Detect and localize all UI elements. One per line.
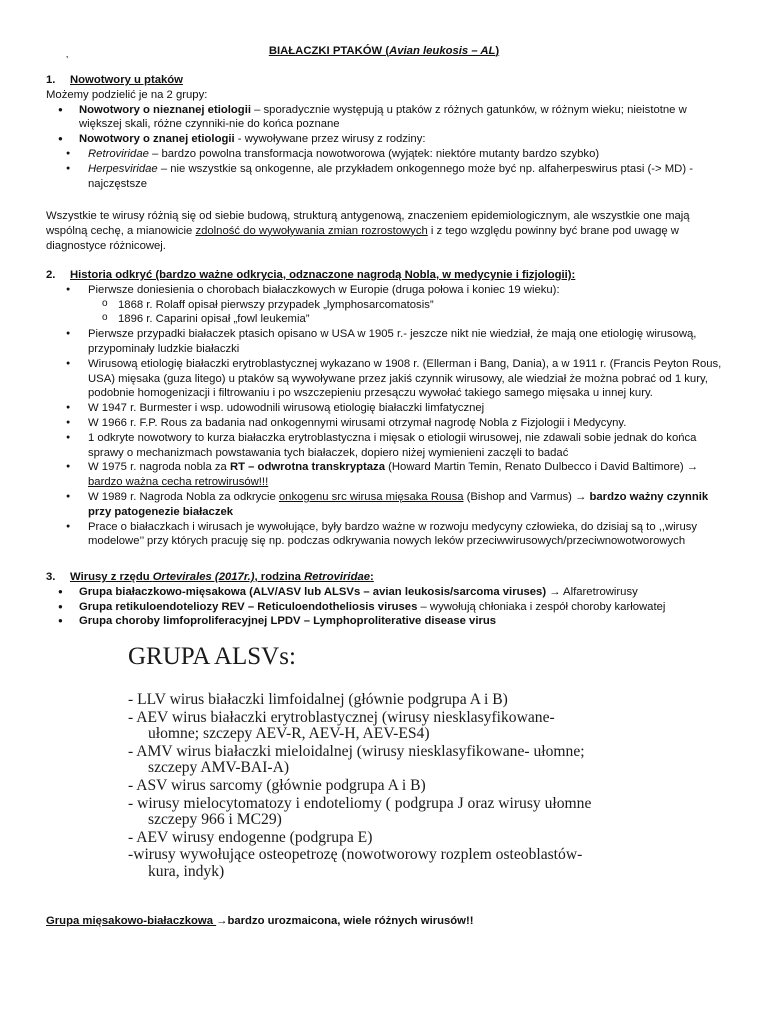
section-3-heading: 3. Wirusy z rzędu Ortevirales (2017r.), rodzina Retroviridae: xyxy=(46,571,374,583)
alsv-line: - AMV wirus białaczki mieloidalnej (wirusy niesklasyfikowane- ułomne; xyxy=(128,742,585,760)
section-1-heading: 1. Nowotwory u ptaków xyxy=(46,74,183,86)
list-item: ● W 1966 r. F.P. Rous za badania nad onkogennymi wirusami otrzymał nagrodę Nobla z Fizjologii i Medycyny. xyxy=(46,416,726,431)
alsv-line: ułomne; szczepy AEV-R, AEV-H, AEV-ES4) xyxy=(148,725,430,743)
arrow-right-icon: → xyxy=(686,461,699,474)
list-item: ● W 1947 r. Burmester i wsp. udowodnili wirusową etiologię białaczki limfatycznej xyxy=(46,401,726,416)
document-title: BIAŁACZKI PTAKÓW (Avian leukosis – AL) xyxy=(268,45,500,57)
list-item: ● Grupa białaczkowo-mięsakowa (ALV/ASV lub ALSVs – avian leukosis/sarcoma viruses) → Alfaretrowirusy xyxy=(46,585,726,600)
alsv-heading: GRUPA ALSVs: xyxy=(128,643,296,670)
arrow-right-icon: → xyxy=(216,915,228,927)
list-item: o 1896 r. Caparini opisał „fowl leukemia” xyxy=(46,312,726,327)
list-item: ● Grupa choroby limfoproliferacyjnej LPDV – Lymphoproliterative disease virus xyxy=(46,614,726,629)
alsv-line: - ASV wirus sarcomy (głównie podgrupa A i B) xyxy=(128,776,426,794)
section-1-paragraph: Wszystkie te wirusy różnią się od siebie budową, strukturą antygenową, znaczeniem epidemiologicznym, ale wszystkie one mają wspólną cechę, a mianowicie zdolność do wywoływania zmian rozrostowych i z tego względu powinny być brane pod uwagę w diagnostyce różnicowej. xyxy=(46,210,690,252)
section-3 xyxy=(46,570,726,629)
section-2-heading: 2. Historia odkryć (bardzo ważne odkrycia, odznaczone nagrodą Nobla, w medycynie i fizjologii): xyxy=(46,269,576,281)
list-item: ● W 1975 r. nagroda nobla za RT – odwrotna transkryptaza (Howard Martin Temin, Renato Dulbecco i David Baltimore) → bardzo ważna cecha retrowirusów!!! xyxy=(46,460,726,490)
list-item: ● W 1989 r. Nagroda Nobla za odkrycie onkogenu src wirusa mięsaka Rousa (Bishop and Varmus) → bardzo ważny czynnik przy patogenezie białaczek xyxy=(46,490,726,520)
list-item: ● Nowotwory o nieznanej etiologii – sporadycznie występują u ptaków z różnych gatunków, w różnym wieku; nieistotne w większej skali, różne czynniki-nie do końca poznane xyxy=(46,103,726,133)
list-item: ● 1 odkryte nowotwory to kurza białaczka erytroblastyczna i mięsak o etiologii wirusowej, nie zdawali sobie jednak do końca sprawy o mechanizmach powstawania tych białaczek, dopiero niżej wymienieni zaczęli to badać xyxy=(46,431,726,461)
footer-note: Grupa mięsakowo-białaczkowa →bardzo urozmaicona, wiele różnych wirusów!! xyxy=(46,915,474,927)
alsv-line: szczepy 966 i MC29) xyxy=(148,811,282,829)
section-1 xyxy=(46,73,726,191)
section-2 xyxy=(46,268,726,549)
list-item: ● Pierwsze doniesienia o chorobach białaczkowych w Europie (druga połowa i koniec 19 wieku): xyxy=(46,283,726,298)
list-item: ● Pierwsze przypadki białaczek ptasich opisano w USA w 1905 r.- jeszcze nikt nie wiedział, że mają one etiologię wirusową, przypominały ludzkie białaczki xyxy=(46,327,726,357)
list-item: o 1868 r. Rolaff opisał pierwszy przypadek „lymphosarcomatosis” xyxy=(46,298,726,313)
list-item: ● Prace o białaczkach i wirusach je wywołujące, były bardzo ważne w rozwoju medycyny człowieka, do dzisiaj są to ,,wirusy modelowe’’ przy których pracuję się np. podczas odkrywania nowych leków przeciwwirusowych/przeciwnowotworowych xyxy=(46,520,726,550)
stray-mark: ’ xyxy=(66,55,69,66)
arrow-right-icon: → xyxy=(549,585,561,598)
alsv-line: kura, indyk) xyxy=(148,862,225,880)
list-item: ● Retroviridae – bardzo powolna transformacja nowotworowa (wyjątek: niektóre mutanty bardzo szybko) xyxy=(46,147,726,162)
alsv-slide xyxy=(128,642,628,881)
list-item: ● Grupa retikuloendoteliozy REV – Reticuloendotheliosis viruses – wywołują chłoniaka i zespół choroby karłowatej xyxy=(46,600,726,615)
alsv-line: - AEV wirusy endogenne (podgrupa E) xyxy=(128,828,373,846)
alsv-line: -wirusy wywołujące osteopetrozę (nowotworowy rozplem osteoblastów- xyxy=(128,846,583,864)
alsv-line: szczepy AMV-BAI-A) xyxy=(148,759,290,777)
alsv-line: - LLV wirus białaczki limfoidalnej (głównie podgrupa A i B) xyxy=(128,691,508,708)
alsv-line: - wirusy mielocytomatozy i endoteliomy ( podgrupa J oraz wirusy ułomne xyxy=(128,794,592,812)
section-1-intro: Możemy podzielić je na 2 grupy: xyxy=(46,88,208,101)
alsv-line: - AEV wirus białaczki erytroblastycznej (wirusy niesklasyfikowane- xyxy=(128,708,555,726)
arrow-right-icon: → xyxy=(575,490,587,503)
list-item: ● Nowotwory o znanej etiologii - wywoływane przez wirusy z rodziny: xyxy=(46,132,726,147)
list-item: ● Wirusową etiologię białaczki erytroblastycznej wykazano w 1908 r. (Ellerman i Bang, Dania), a w 1911 r. (Francis Peyton Rous, USA) mięsaka (guza litego) u ptaków są wywoływane przez jakiś czynnik wirusowy, ale wiedział że można pobrać od 1 kury, podobnie homogenizacji i filtrowaniu i po wszczepieniu przesączu wywołać takiego samego mięsaka u innej kury. xyxy=(46,357,726,401)
list-item: ● Herpesviridae – nie wszystkie są onkogenne, ale przykładem onkogennego może być np. alfaherpeswirus ptasi (-> MD) - najczęstsze xyxy=(46,162,726,192)
